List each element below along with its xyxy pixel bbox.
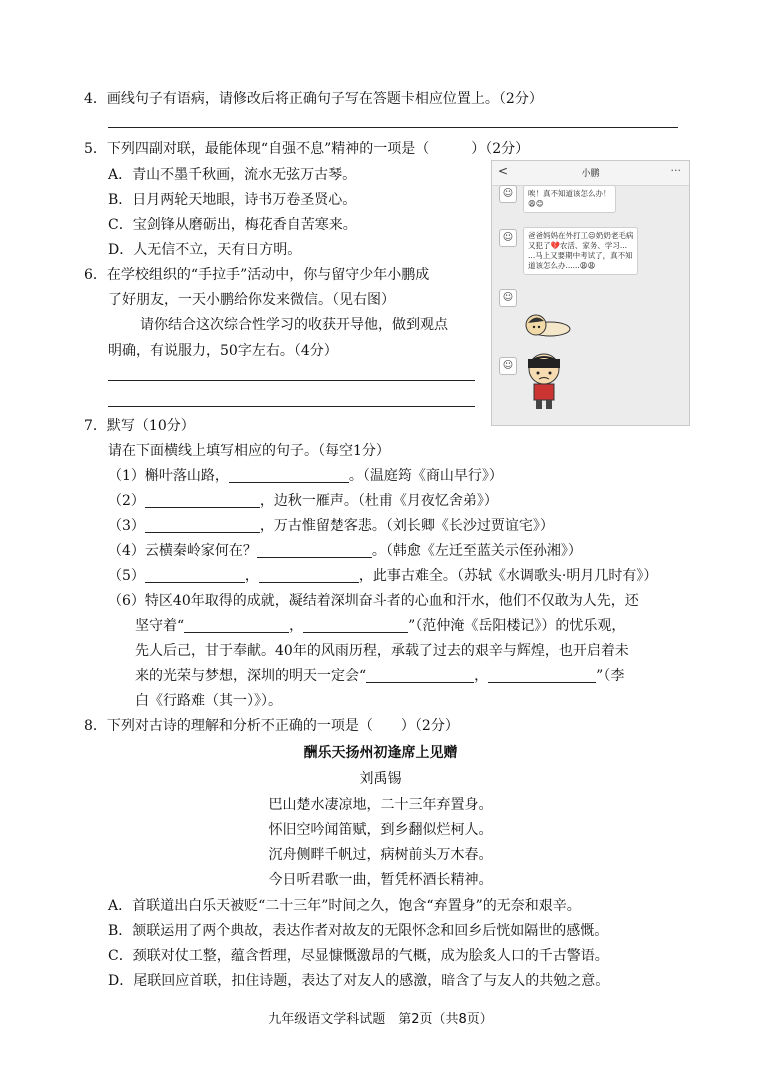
q7-item-6-line-1: （6）特区40年取得的成就，凝结着深圳奋斗者的心血和汗水，他们不仅敢为人先，还 <box>108 593 639 609</box>
q7-item-6-line-4: 来的光荣与梦想，深圳的明天一定会“ ， ”（李 <box>135 668 625 684</box>
fill-blank[interactable] <box>145 493 260 508</box>
q4-text: 4．画线句子有语病，请修改后将正确句子写在答题卡相应位置上。（2分） <box>84 91 543 107</box>
page-footer: 九年级语文学科试题 第2页（共8页） <box>268 1012 493 1027</box>
q5-option-c: C．宝剑锋从磨砺出，梅花香自苦寒来。 <box>108 217 357 233</box>
q5-option-a: A．青山不墨千秋画，流水无弦万古琴。 <box>108 167 357 183</box>
poem-line-4: 今日听君歌一曲，暂凭杯酒长精神。 <box>268 872 493 888</box>
wechat-screenshot <box>491 160 690 426</box>
q4-answer-line <box>108 127 678 128</box>
q8-option-d: D．尾联回应首联，扣住诗题，表达了对友人的感激，暗含了与友人的共勉之意。 <box>108 973 610 989</box>
q5-option-b: B．日月两轮天地眼，诗书万卷圣贤心。 <box>108 192 357 208</box>
poem-line-2: 怀旧空吟闻笛赋，到乡翻似烂柯人。 <box>268 822 493 838</box>
fill-blank[interactable] <box>488 668 596 683</box>
avatar: ☺ <box>499 185 517 203</box>
q7-item-1: （1）槲叶落山路， 。（温庭筠《商山早行》） <box>108 468 503 484</box>
q8-stem: 8．下列对古诗的理解和分析不正确的一项是（ ）（2分） <box>84 718 459 734</box>
poem-line-1: 巴山楚水凄凉地，二十三年弃置身。 <box>268 797 493 813</box>
sticker-sad-kid-icon <box>524 351 564 415</box>
q6-line-2: 了好朋友，一天小鹏给你发来微信。（见右图） <box>108 292 395 308</box>
q7-intro: 请在下面横线上填写相应的句子。（每空1分） <box>108 443 390 459</box>
q6-line-3: 请你结合这次综合性学习的收获开导他，做到观点 <box>140 317 448 333</box>
more-options-icon: ··· <box>670 164 681 177</box>
fill-blank[interactable] <box>229 468 349 483</box>
q5-stem: 5．下列四副对联，最能体现“自强不息”精神的一项是（ ）（2分） <box>84 141 530 157</box>
chat-title: 小鹏 <box>581 169 600 179</box>
sticker-lying-face-icon <box>524 311 572 343</box>
q7-item-6-line-2: 坚守着“ ， ”（范仲淹《岳阳楼记》）的忧乐观， <box>135 618 626 634</box>
poem-title: 酬乐天扬州初逢席上见赠 <box>303 745 458 761</box>
q6-answer-line-2 <box>108 406 475 407</box>
q8-option-c: C．颈联对仗工整，蕴含哲理，尽显慷慨激昂的气概，成为脍炙人口的千古警语。 <box>108 948 609 964</box>
q5-option-d: D．人无信不立，天有日方明。 <box>108 242 302 258</box>
q6-line-4: 明确，有说服力，50字左右。（4分） <box>108 343 338 359</box>
q7-item-3: （3） ，万古惟留楚客悲。（刘长卿《长沙过贾谊宅》） <box>108 518 554 534</box>
q7-item-6-line-3: 先人后己，甘于奉献。40年的风雨历程，承载了过去的艰辛与辉煌，也开启着未 <box>135 643 629 659</box>
q7-item-6-line-5: 白《行路难（其一）》）。 <box>135 693 282 709</box>
poem-author: 刘禹锡 <box>359 771 402 787</box>
chat-bubble-2: 爸爸妈妈在外打工😐奶奶老毛病 又犯了💔农活、家务、学习... ...马上又要期中考试了，真不知 道该怎么办......😩😩 <box>523 227 638 275</box>
fill-blank[interactable] <box>366 668 474 683</box>
fill-blank[interactable] <box>303 618 408 633</box>
q8-option-b: B．颔联运用了两个典故，表达作者对故友的无限怀念和回乡后恍如隔世的感慨。 <box>108 923 609 939</box>
q8-option-a: A．首联道出白乐天被贬“二十三年”时间之久，饱含“弃置身”的无奈和艰辛。 <box>108 898 581 914</box>
fill-blank[interactable] <box>259 568 359 583</box>
q6-line-1: 6．在学校组织的“手拉手”活动中，你与留守少年小鹏成 <box>84 267 430 283</box>
fill-blank[interactable] <box>145 518 260 533</box>
avatar: ☺ <box>499 357 517 375</box>
q7-item-5: （5） ， ，此事古难全。（苏轼《水调歌头·明月几时有》） <box>108 568 658 584</box>
fill-blank[interactable] <box>184 618 289 633</box>
q7-title: 7．默写（10分） <box>84 418 195 434</box>
back-arrow-icon: < <box>498 164 509 178</box>
q7-item-4: （4）云横秦岭家何在？ 。（韩愈《左迁至蓝关示侄孙湘》） <box>108 543 582 559</box>
q6-answer-line-1 <box>108 380 475 381</box>
avatar: ☺ <box>499 229 517 247</box>
poem-line-3: 沉舟侧畔千帆过，病树前头万木春。 <box>268 847 493 863</box>
chat-bubble-1: 唉！真不知道该怎么办！ 😩😊 <box>523 185 616 213</box>
avatar: ☺ <box>499 289 517 307</box>
q7-item-2: （2） ，边秋一雁声。（杜甫《月夜忆舍弟》） <box>108 493 498 509</box>
chat-header <box>492 161 689 186</box>
fill-blank[interactable] <box>257 543 372 558</box>
fill-blank[interactable] <box>145 568 245 583</box>
